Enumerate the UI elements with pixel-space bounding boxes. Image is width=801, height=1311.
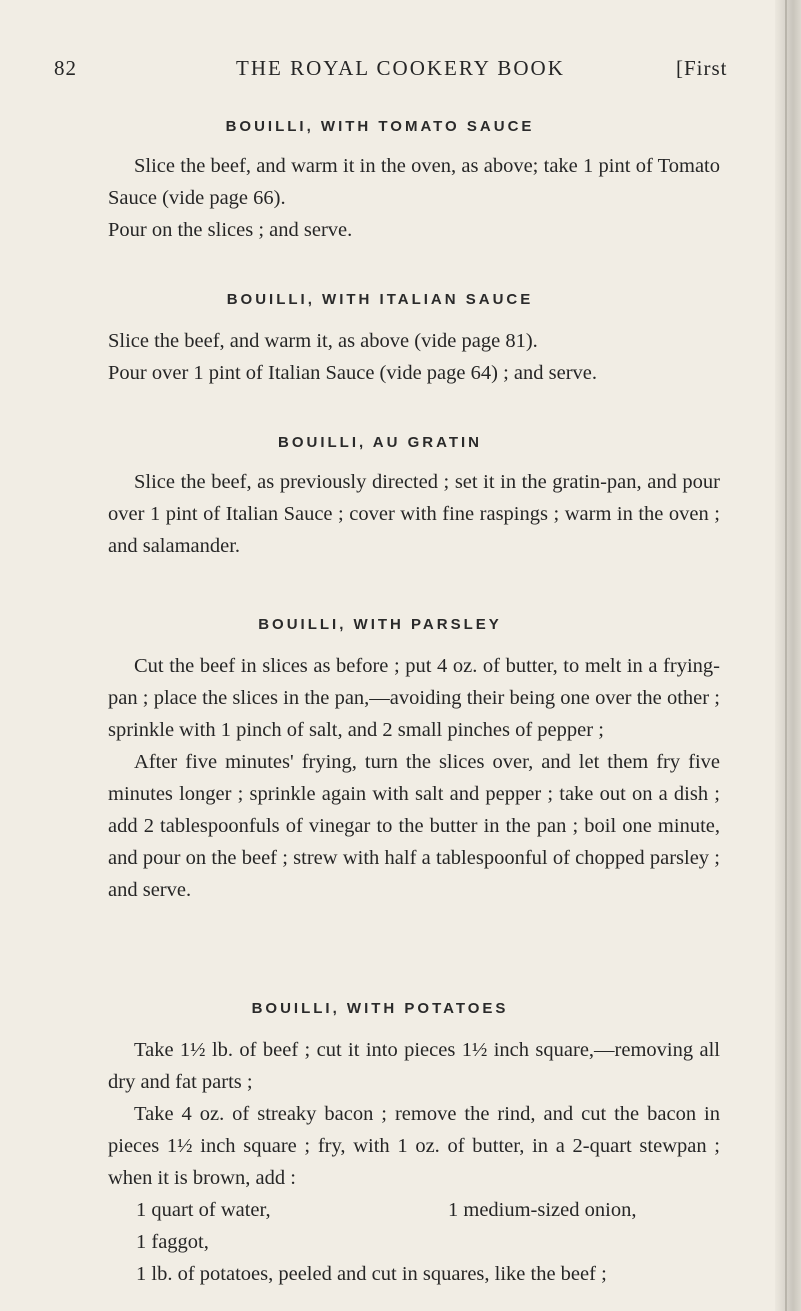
section-body-gratin: [108, 466, 720, 562]
section-body-parsley: [108, 650, 720, 906]
section-title-gratin: BOUILLI, AU GRATIN: [278, 434, 482, 451]
page-edge: [775, 0, 801, 1311]
ingredient: 1 quart of water,: [136, 1199, 271, 1221]
section-title-italian: BOUILLI, WITH ITALIAN SAUCE: [226, 291, 534, 308]
ingredient: 1 faggot,: [136, 1231, 209, 1253]
paragraph: Slice the beef, and warm it, as above (vide page 81).: [108, 330, 538, 352]
section-title-tomato: BOUILLI, WITH TOMATO SAUCE: [225, 118, 535, 135]
paragraph: Pour over 1 pint of Italian Sauce (vide page 64) ; and serve.: [108, 362, 597, 384]
ingredient-list: [108, 1194, 720, 1258]
section-after-potatoes: [108, 1258, 720, 1306]
section-body-italian: [108, 325, 720, 389]
page-edge-line: [785, 0, 787, 1311]
paragraph: Take 1½ lb. of beef ; cut it into pieces 1½ inch square,—removing all dry and fat parts ;: [108, 1039, 720, 1093]
running-title: THE ROYAL COOKERY BOOK: [236, 56, 565, 80]
paragraph: After five minutes' frying, turn the slices over, and let them fry five minutes longer ; sprinkle again with salt and pepper ; take out on a dish ; add 2 tablespoonfuls of vinegar to the butter in the pan ; boil one minute, and pour on the beef ; strew with half a tablespoonful of chopped parsley ; and serve.: [108, 751, 720, 901]
page-number: 82: [54, 56, 77, 80]
paragraph: Slice the beef, and warm it in the oven, as above; take 1 pint of Tomato Sauce (vide page 66).: [108, 155, 720, 209]
section-title-parsley: BOUILLI, WITH PARSLEY: [258, 616, 502, 633]
ingredient-row: [108, 1194, 720, 1226]
paragraph: Take 4 oz. of streaky bacon ; remove the rind, and cut the bacon in pieces 1½ inch square ; fry, with 1 oz. of butter, in a 2-quart stewpan ; when it is brown, add :: [108, 1103, 720, 1189]
section-body-tomato: [108, 150, 720, 246]
running-header: [0, 56, 760, 86]
part-label: [First: [676, 56, 728, 80]
ingredient-row: [108, 1226, 720, 1258]
section-title-potatoes: BOUILLI, WITH POTATOES: [251, 1000, 509, 1017]
instruction-line: 1 lb. of potatoes, peeled and cut in squares, like the beef ;: [136, 1263, 607, 1285]
paragraph: Pour on the slices ; and serve.: [108, 219, 353, 241]
paragraph: Cut the beef in slices as before ; put 4 oz. of butter, to melt in a frying-pan ; place the slices in the pan,—avoiding their being one over the other ; sprinkle with 1 pinch of salt, and 2 small pinches of pepper ;: [108, 655, 720, 741]
ingredient: 1 medium-sized onion,: [448, 1199, 637, 1221]
section-body-potatoes: [108, 1034, 720, 1194]
paragraph: Slice the beef, as previously directed ; set it in the gratin-pan, and pour over 1 pint of Italian Sauce ; cover with fine raspings ; warm in the oven ; and salamander.: [108, 471, 720, 557]
